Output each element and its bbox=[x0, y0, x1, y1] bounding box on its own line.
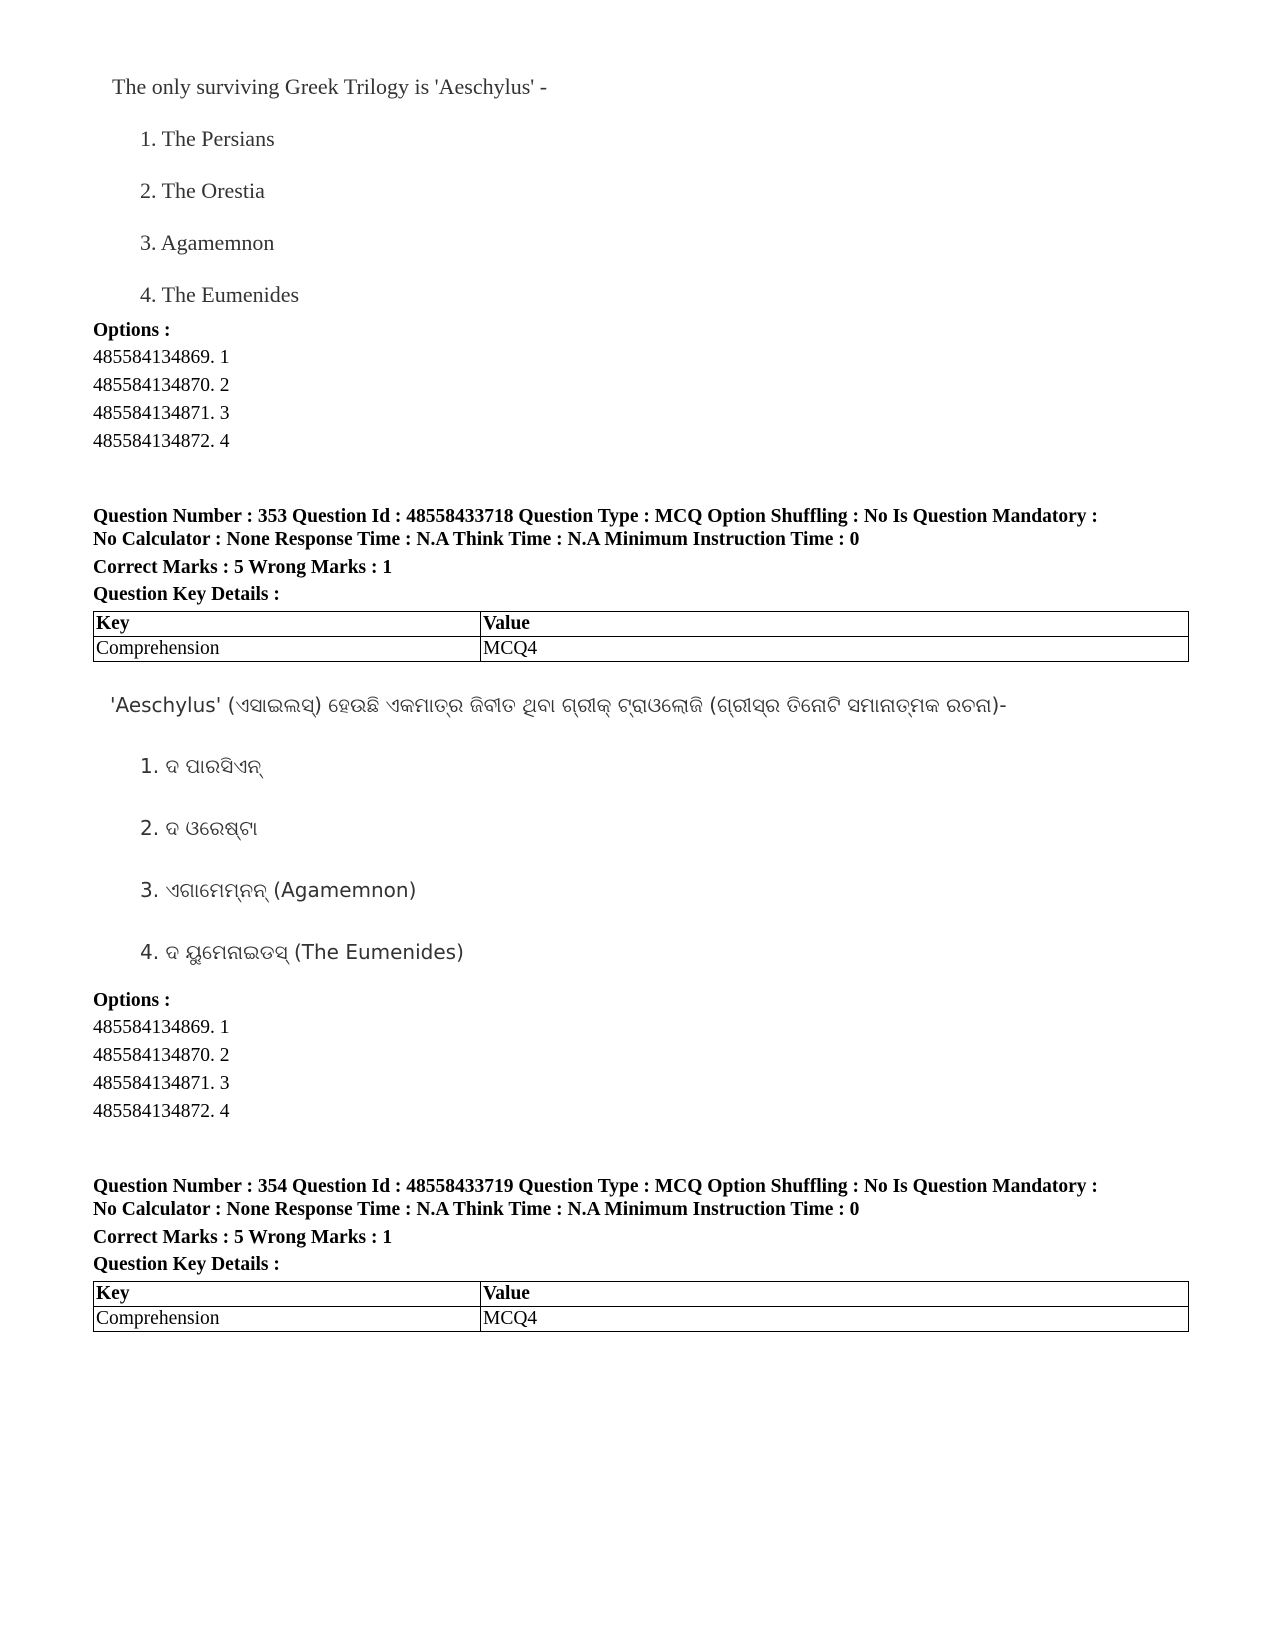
table-header-key: Key bbox=[94, 1282, 481, 1307]
question-item-1: 1. ଦ ପାରସିଏନ୍ bbox=[140, 754, 262, 778]
option-4: 485584134872. 4 bbox=[93, 431, 230, 452]
question-meta-line2: No Calculator : None Response Time : N.A Think Time : N.A Minimum Instruction Time : 0 bbox=[93, 529, 860, 550]
question-meta-line1: Question Number : 354 Question Id : 48558433719 Question Type : MCQ Option Shuffling : No Is Question Mandatory : bbox=[93, 1176, 1098, 1197]
table-header-value: Value bbox=[481, 612, 1189, 637]
table-cell-key: Comprehension bbox=[94, 637, 481, 662]
option-2: 485584134870. 2 bbox=[93, 1045, 230, 1066]
marks-line: Correct Marks : 5 Wrong Marks : 1 bbox=[93, 557, 393, 578]
question-item-3: 3. Agamemnon bbox=[140, 230, 275, 255]
option-1: 485584134869. 1 bbox=[93, 347, 230, 368]
option-2: 485584134870. 2 bbox=[93, 375, 230, 396]
key-details-table bbox=[93, 1281, 1189, 1332]
options-label: Options : bbox=[93, 320, 171, 341]
question-item-4: 4. The Eumenides bbox=[140, 282, 300, 307]
question-item-2: 2. ଦ ଓରେଷ୍ଟା bbox=[140, 816, 258, 840]
table-cell-value: MCQ4 bbox=[481, 637, 1189, 662]
question-item-3: 3. ଏଗାମେମ୍ନନ୍ (Agamemnon) bbox=[140, 878, 417, 902]
question-meta-line2: No Calculator : None Response Time : N.A Think Time : N.A Minimum Instruction Time : 0 bbox=[93, 1199, 860, 1220]
question-text: The only surviving Greek Trilogy is 'Aeschylus' - bbox=[112, 74, 548, 99]
question-item-2: 2. The Orestia bbox=[140, 178, 265, 203]
marks-line: Correct Marks : 5 Wrong Marks : 1 bbox=[93, 1227, 393, 1248]
question-text: 'Aeschylus' (ଏସାଇଲସ୍) ହେଉଛି ଏକମାତ୍ର ଜିବୀତ ଥିବା ଗ୍ରୀକ୍ ଟ୍ରାଓଲୋଜି (ଗ୍ରୀସ୍‌ର ତିନୋଟି ସମାନାତ୍ମକ ରଚନା)- bbox=[110, 693, 1007, 717]
table-header-value: Value bbox=[481, 1282, 1189, 1307]
key-details-table bbox=[93, 611, 1189, 662]
question-item-4: 4. ଦ ୟୁମେନାଇଡସ୍ (The Eumenides) bbox=[140, 940, 464, 964]
option-1: 485584134869. 1 bbox=[93, 1017, 230, 1038]
table-cell-value: MCQ4 bbox=[481, 1307, 1189, 1332]
options-label: Options : bbox=[93, 990, 171, 1011]
option-3: 485584134871. 3 bbox=[93, 403, 230, 424]
key-details-label: Question Key Details : bbox=[93, 1254, 280, 1275]
table-header-key: Key bbox=[94, 612, 481, 637]
question-meta-line1: Question Number : 353 Question Id : 48558433718 Question Type : MCQ Option Shuffling : No Is Question Mandatory : bbox=[93, 506, 1098, 527]
option-4: 485584134872. 4 bbox=[93, 1101, 230, 1122]
option-3: 485584134871. 3 bbox=[93, 1073, 230, 1094]
table-cell-key: Comprehension bbox=[94, 1307, 481, 1332]
question-item-1: 1. The Persians bbox=[140, 126, 275, 151]
key-details-label: Question Key Details : bbox=[93, 584, 280, 605]
